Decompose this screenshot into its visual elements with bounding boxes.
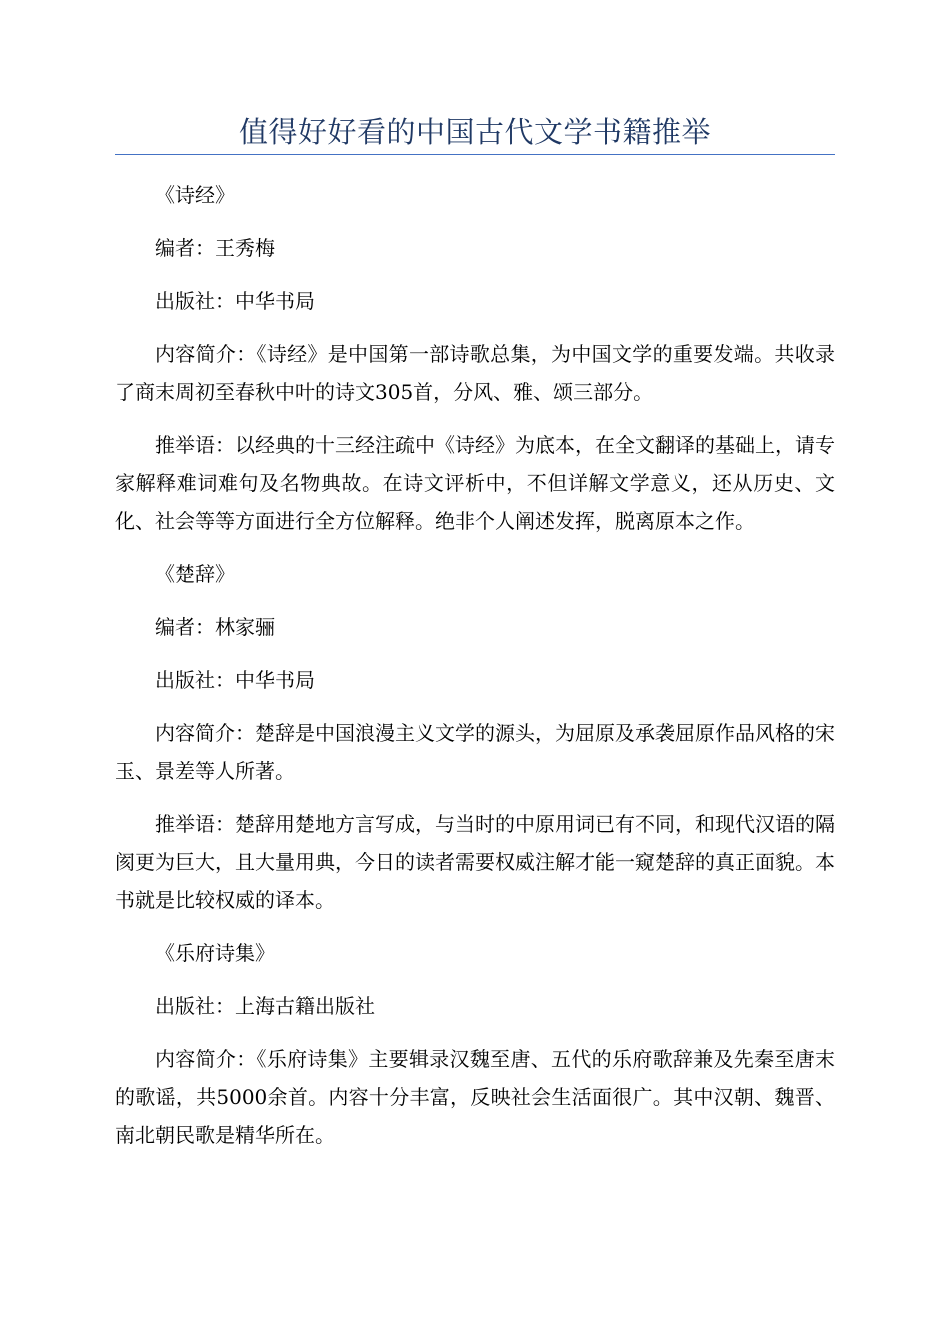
- book-title-chuci: 《楚辞》: [155, 562, 235, 586]
- editor-line: 编者：王秀梅: [155, 236, 275, 260]
- publisher-line: 出版社：中华书局: [155, 668, 315, 692]
- publisher-line: 出版社：上海古籍出版社: [155, 994, 375, 1018]
- document-title: 值得好好看的中国古代文学书籍推举: [238, 115, 711, 149]
- recommendation-paragraph: 推举语：以经典的十三经注疏中《诗经》为底本，在全文翻译的基础上，请专家解释难词难句及名物典故。在诗文评析中，不但详解文学意义，还从历史、文化、社会等等方面进行全方位解释。绝非个人阐述发挥，脱离原本之作。: [115, 433, 835, 533]
- summary-paragraph: 内容简介：《乐府诗集》主要辑录汉魏至唐、五代的乐府歌辞兼及先秦至唐末的歌谣，共5000余首。内容十分丰富，反映社会生活面很广。其中汉朝、魏晋、南北朝民歌是精华所在。: [115, 1047, 835, 1147]
- summary-paragraph: 内容简介：楚辞是中国浪漫主义文学的源头，为屈原及承袭屈原作品风格的宋玉、景差等人所著。: [115, 721, 835, 783]
- title-underline: [115, 154, 835, 155]
- publisher-line: 出版社：中华书局: [155, 289, 315, 313]
- book-title-yuefu: 《乐府诗集》: [155, 941, 275, 965]
- summary-paragraph: 内容简介：《诗经》是中国第一部诗歌总集，为中国文学的重要发端。共收录了商末周初至春秋中叶的诗文305首，分风、雅、颂三部分。: [115, 342, 835, 404]
- recommendation-paragraph: 推举语：楚辞用楚地方言写成，与当时的中原用词已有不同，和现代汉语的隔阂更为巨大，且大量用典，今日的读者需要权威注解才能一窥楚辞的真正面貌。本书就是比较权威的译本。: [115, 812, 835, 912]
- book-title-shijing: 《诗经》: [155, 183, 235, 207]
- document-body: [115, 176, 835, 1169]
- editor-line: 编者：林家骊: [155, 615, 275, 639]
